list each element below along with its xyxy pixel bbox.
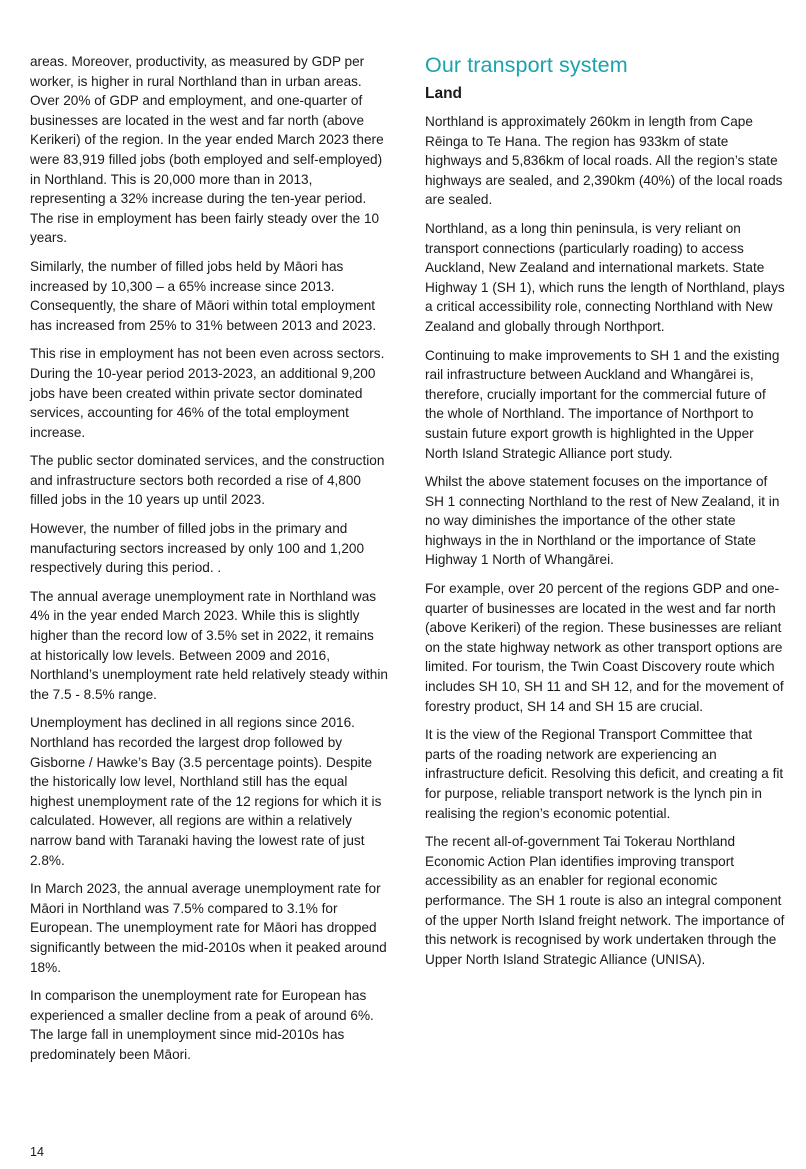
body-paragraph: Continuing to make improvements to SH 1 and the existing rail infrastructure between Auckland and Whangārei is, therefore, crucially important for the commercial future of the whole of Northland. The importance of Northport to sustain future export growth is highlighted in the Upper North Island Strategic Alliance port study. [425, 347, 780, 461]
subsection-title: Land [425, 85, 463, 102]
body-paragraph: Unemployment has declined in all regions since 2016. Northland has recorded the largest drop followed by Gisborne / Hawke’s Bay (3.5 percentage points). Despite the historically low level, Northland still has the equal highest unemployment rate of the 12 regions for which it is calculated. However, all regions are within a relatively narrow band with Taranaki having the lowest rate of just 2.8%. [30, 715, 382, 868]
body-paragraph: Whilst the above statement focuses on the importance of SH 1 connecting Northland to the rest of New Zealand, it in no way diminishes the importance of the other state highways in the in Northland or the importance of State Highway 1 North of Whangārei. [425, 474, 780, 568]
body-paragraph: areas. Moreover, productivity, as measured by GDP per worker, is higher in rural Northland than in urban areas. Over 20% of GDP and employment, and one-quarter of businesses are located in the west and far north (above Kerikeri) of the region. In the year ended March 2023 there were 83,919 filled jobs (both employed and self-employed) in Northland. This is 20,000 more than in 2013, representing a 32% increase during the ten-year period. The rise in employment has been fairly steady over the 10 years. [30, 54, 384, 246]
left-column [30, 52, 388, 1074]
body-paragraph: The public sector dominated services, and the construction and infrastructure sectors both recorded a rise of 4,800 filled jobs in the 10 years up until 2023. [30, 453, 385, 508]
body-paragraph: However, the number of filled jobs in the primary and manufacturing sectors increased by only 100 and 1,200 respectively during this period. . [30, 521, 365, 576]
body-paragraph: For example, over 20 percent of the regions GDP and one-quarter of businesses are located in the west and far north (above Kerikeri) of the region. These businesses are reliant on the state highway network as other transport options are limited. For tourism, the Twin Coast Discovery route which includes SH 10, SH 11 and SH 12, and for the movement of forestry product, SH 14 and SH 15 are crucial. [425, 581, 784, 714]
right-column [425, 52, 785, 978]
body-paragraph: Northland, as a long thin peninsula, is very reliant on transport connections (particularly roading) to access Auckland, New Zealand and international markets. State Highway 1 (SH 1), which runs the length of Northland, plays a critical accessibility role, connecting Northland with New Zealand and globally through Northport. [425, 220, 785, 334]
body-paragraph: Northland is approximately 260km in length from Cape Rēinga to Te Hana. The region has 933km of state highways and 5,836km of local roads. All the region’s state highways are sealed, and 2,390km (40%) of the local roads are sealed. [425, 114, 783, 208]
page-number: 14 [30, 1145, 44, 1159]
body-paragraph: The annual average unemployment rate in Northland was 4% in the year ended March 2023. While this is slightly higher than the record low of 3.5% set in 2022, it remains at historically low levels. Between 2009 and 2016, Northland’s unemployment rate held relatively steady within the 7.5 - 8.5% range. [30, 588, 388, 702]
body-paragraph: It is the view of the Regional Transport Committee that parts of the roading network are experiencing an infrastructure deficit. Resolving this deficit, and creating a fit for purpose, reliable transport network is the lynch pin in realising the region’s economic potential. [425, 727, 784, 821]
body-paragraph: In March 2023, the annual average unemployment rate for Māori in Northland was 7.5% compared to 3.1% for European. The unemployment rate for Māori has dropped significantly between the mid-2010s when it peaked around 18%. [30, 881, 387, 975]
body-paragraph: The recent all-of-government Tai Tokerau Northland Economic Action Plan identifies improving transport accessibility as an enabler for regional economic performance. The SH 1 route is also an integral component of the upper North Island freight network. The importance of this network is recognised by work undertaken through the Upper North Island Strategic Alliance (UNISA). [425, 834, 785, 967]
body-paragraph: This rise in employment has not been even across sectors. During the 10-year period 2013-2023, an additional 9,200 jobs have been created within private sector dominated services, accounting for 46% of the total employment increase. [30, 346, 385, 440]
section-title: Our transport system [425, 53, 628, 77]
body-paragraph: Similarly, the number of filled jobs held by Māori has increased by 10,300 – a 65% increase since 2013. Consequently, the share of Māori within total employment has increased from 25% to 31% between 2013 and 2023. [30, 258, 377, 333]
body-paragraph: In comparison the unemployment rate for European has experienced a smaller decline from a peak of around 6%. The large fall in unemployment since mid-2010s has predominately been Māori. [30, 988, 374, 1062]
